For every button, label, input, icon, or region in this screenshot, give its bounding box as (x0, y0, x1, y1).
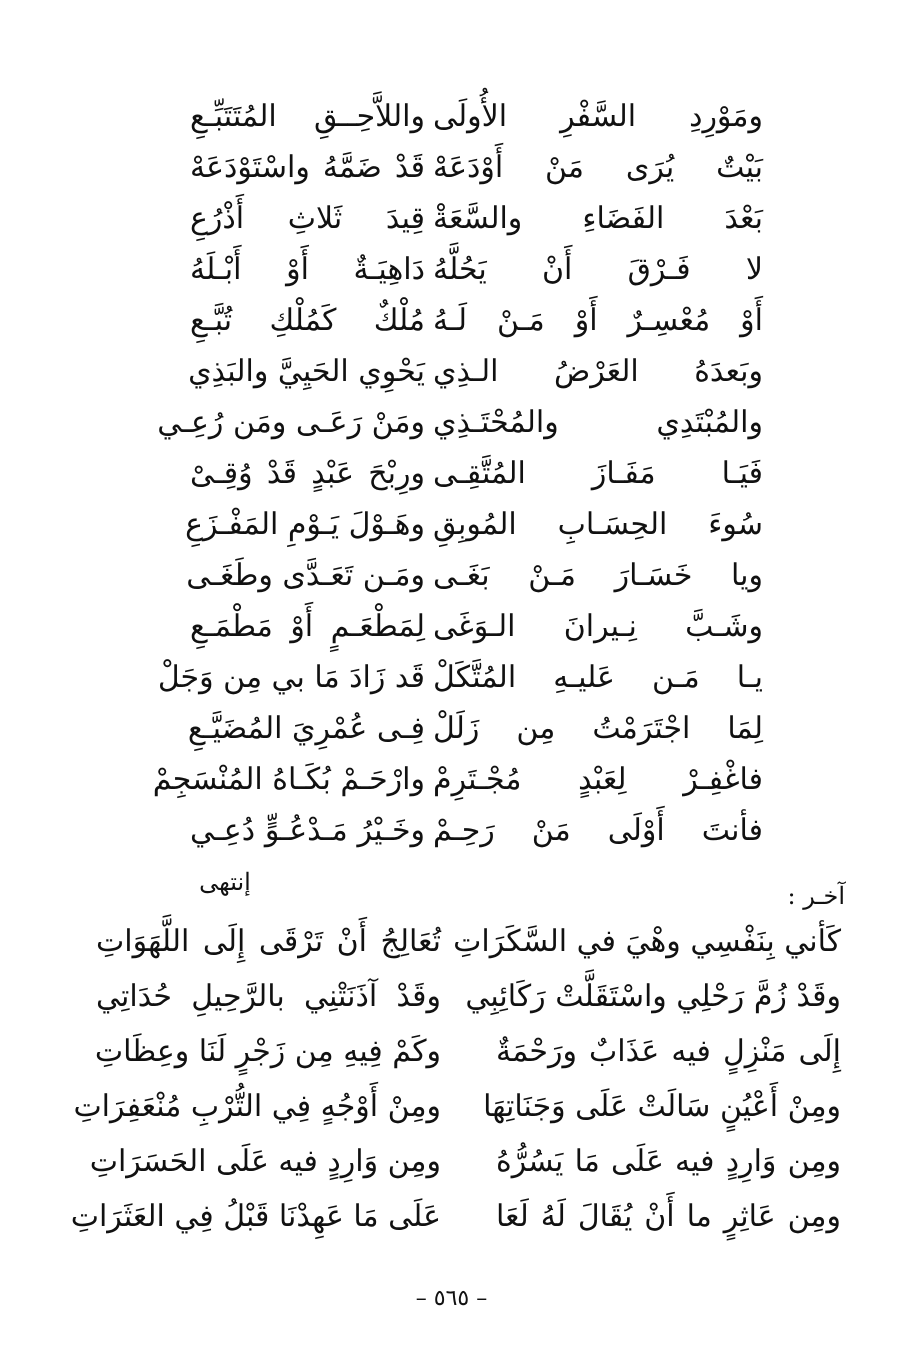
poem1-verse-11-right: وشَـبَّ نِـيرانَ الـوَغَى (433, 609, 763, 644)
poem1-verse-10-right: ويا خَسَـارَ مَـنْ بَغَـى (433, 558, 763, 593)
poem1-verse-12-left: قَد زَادَ مَا بي مِن وَجَلْ (157, 660, 425, 695)
poem1-verse-15-left: وخَـيْرُ مَـدْعُـوٍّ دُعِـي (190, 813, 425, 848)
poem1-verse-9-left: وهَـوْلَ يَـوْمِ المَفْـزَعِ (185, 507, 425, 542)
poem1-verse-4-right: لا فَـرْقَ أَنْ يَحُلَّهُ (433, 252, 763, 287)
poem1-verse-15-right: فأنتَ أَوْلَى مَنْ رَحِـمْ (433, 813, 763, 848)
poem1-verse-8-left: ورِبْحَ عَبْدٍ قَدْ وُقِـىْ (190, 456, 425, 491)
poem2-verse-4-right: ومِنْ أَعْيُنٍ سَالَتْ عَلَى وَجَنَاتِهَا (483, 1089, 841, 1124)
poem1-verse-4-left: دَاهِيَـةٌ أَوْ أَبْـلَهُ (190, 252, 425, 287)
poem2-verse-2-left: وقَدْ آذَنَتْنِي بالرَّحِيلِ حُدَاتِي (96, 979, 441, 1014)
poem1-verse-7-right: والمُبْتَدِي والمُحْتَـذِي (433, 405, 763, 440)
poem2-verse-3-left: وكَمْ فِيهِ مِن زَجْرٍ لَنَا وعِظَاتِ (94, 1034, 441, 1069)
poem1-verse-3-left: قِيدَ ثَلاثِ أَذْرُعِ (190, 201, 425, 236)
poem1-verse-13-left: فِـى عُمْرِيَ المُضَيَّـعِ (187, 711, 425, 746)
poem1-verse-5-left: مُلْكٌ كَمُلْكِ تُبَّـعِ (190, 303, 425, 338)
poem1-verse-14-left: وارْحَـمْ بُكَـاهُ المُنْسَجِمْ (152, 762, 425, 797)
poem1-verse-5-right: أَوْ مُعْسِـرٌ أَوْ مَـنْ لَـهُ (433, 303, 763, 338)
poem1-verse-2-left: قَدْ ضَمَّهُ واسْتَوْدَعَهْ (190, 150, 425, 185)
poem2-verse-1-right: كَأني بِنَفْسِي وهْيَ في السَّكَرَاتِ (453, 924, 841, 959)
poem1-verse-12-right: يـا مَـن عَليـهِ المُتَّكَلْ (433, 660, 763, 695)
poem1-verse-6-right: وبَعدَهُ العَرْضُ الـذِي (433, 354, 763, 389)
poem1-verse-2-right: بَيْتٌ يُرَى مَنْ أَوْدَعَهْ (433, 150, 763, 185)
poem2-verse-4-left: ومِنْ أَوْجُهٍ فِي التُّرْبِ مُنْعَفِرَاتِ (73, 1089, 441, 1124)
poem2-verse-6-right: ومِن عَاثِرٍ ما أَنْ يُقَالَ لَهُ لَعَا (496, 1199, 841, 1234)
poem2-verse-5-right: ومِن وَارِدٍ فيه عَلَى مَا يَسُرُّهُ (496, 1144, 841, 1179)
end-marker: إنتهى (199, 868, 251, 896)
poem1-verse-1-left: واللاَّحِــقِ المُتَتَبِّـعِ (190, 99, 425, 134)
page-number: – ٥٦٥ – (415, 1286, 488, 1311)
poem1-verse-11-left: لِمَطْعَـمٍ أَوْ مَطْمَـعِ (190, 609, 425, 644)
poem2-verse-6-left: عَلَى مَا عَهِدْنَا قَبْلُ فِي العَثَرَاتِ (70, 1199, 441, 1234)
poem1-verse-7-left: ومَنْ رَعَـى ومَن رُعِـي (157, 405, 425, 440)
poem1-verse-13-right: لِمَا اجْتَرَمْتُ مِن زَلَلْ (433, 711, 763, 746)
poem1-verse-8-right: فَيَـا مَفَـازَ المُتَّقِـى (433, 456, 763, 491)
poem2-verse-5-left: ومِن وَارِدٍ فيه عَلَى الحَسَرَاتِ (89, 1144, 441, 1179)
poem1-verse-10-left: ومَـن تَعَـدَّى وطَغَـى (186, 558, 425, 593)
poem2-verse-1-left: تُعَالِجُ أَنْ تَرْقَى إِلَى اللَّهَوَاتِ (96, 924, 441, 959)
poem1-verse-1-right: ومَوْرِدِ السَّفْرِ الأُولَى (433, 99, 763, 134)
section-label: آخـر : (787, 882, 845, 910)
poem2-verse-2-right: وقَدْ زُمَّ رَحْلِي واسْتَقَلَّتْ رَكَائِبِي (465, 979, 841, 1014)
poem1-verse-6-left: يَحْوِي الحَيِيَّ والبَذِي (188, 354, 425, 389)
poem1-verse-9-right: سُوءَ الحِسَـابِ المُوبِقِ (433, 507, 763, 542)
poem1-verse-3-right: بَعْدَ الفَضَاءِ والسَّعَةْ (433, 201, 763, 236)
poem1-verse-14-right: فاغْفِـرْ لِعَبْدٍ مُجْـتَرِمْ (433, 762, 763, 797)
poem2-verse-3-right: إِلَى مَنْزِلٍ فيه عَذَابٌ ورَحْمَةٌ (496, 1034, 841, 1069)
